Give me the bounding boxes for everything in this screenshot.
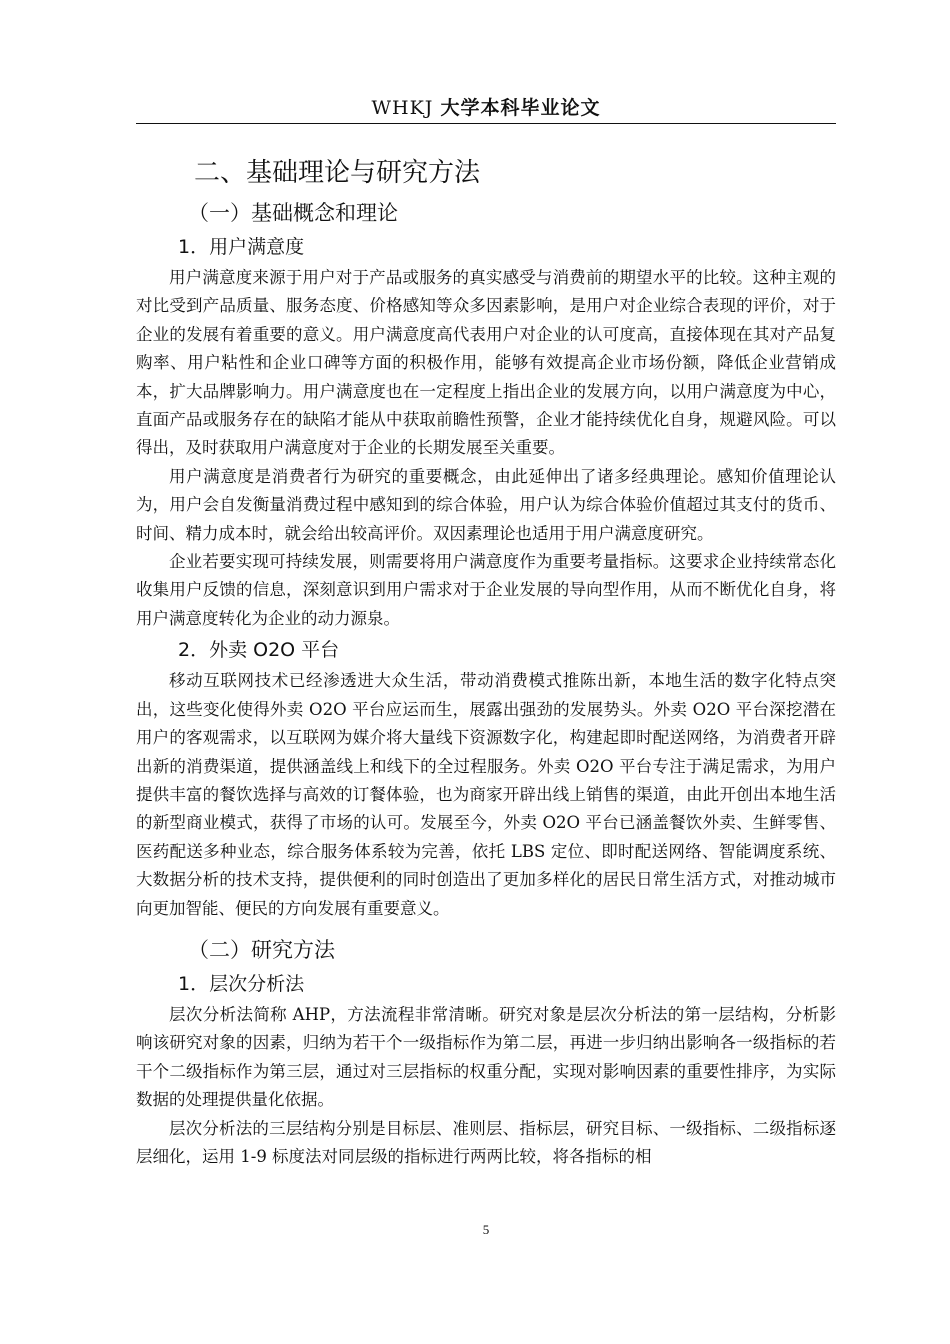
main-content bbox=[136, 150, 836, 1171]
paragraph: 层次分析法简称 AHP，方法流程非常清晰。研究对象是层次分析法的第一层结构，分析影响该研究对象的因素，归纳为若干个一级指标作为第二层，再进一步归纳出影响各一级指标的若干个二级指标作为第三层，通过对三层指标的权重分配，实现对影响因素的重要性排序，为实际数据的处理提供量化依据。 bbox=[136, 1004, 836, 1110]
header-divider bbox=[136, 123, 836, 124]
subsection-title-o2o-platform: 2．外卖 O2O 平台 bbox=[178, 639, 340, 662]
page-number: 5 bbox=[482, 1222, 490, 1237]
header-school-code: WHKJ bbox=[371, 97, 434, 119]
paragraph: 用户满意度来源于用户对于产品或服务的真实感受与消费前的期望水平的比较。这种主观的对比受到产品质量、服务态度、价格感知等众多因素影响，是用户对企业综合表现的评价，对于企业的发展有着重要的意义。用户满意度高代表用户对企业的认可度高，直接体现在其对产品复购率、用户粘性和企业口碑等方面的积极作用，能够有效提高企业市场份额，降低企业营销成本，扩大品牌影响力。用户满意度也在一定程度上指出企业的发展方向，以用户满意度为中心，直面产品或服务存在的缺陷才能从中获取前瞻性预警，企业才能持续优化自身，规避风险。可以得出，及时获取用户满意度对于企业的长期发展至关重要。 bbox=[136, 268, 836, 458]
subsection-title-ahp: 1．层次分析法 bbox=[178, 972, 305, 995]
section-title-methods: （二）研究方法 bbox=[188, 937, 335, 962]
running-header bbox=[136, 94, 836, 122]
paragraph: 层次分析法的三层结构分别是目标层、准则层、指标层，研究目标、一级指标、二级指标逐层细化，运用 1-9 标度法对同层级的指标进行两两比较，将各指标的相 bbox=[136, 1118, 836, 1166]
subsection-title-user-satisfaction: 1．用户满意度 bbox=[178, 236, 305, 258]
paragraph: 用户满意度是消费者行为研究的重要概念，由此延伸出了诸多经典理论。感知价值理论认为，用户会自发衡量消费过程中感知到的综合体验，用户认为综合体验价值超过其支付的货币、时间、精力成本时，就会给出较高评价。双因素理论也适用于用户满意度研究。 bbox=[136, 466, 836, 543]
section-title-concepts: （一）基础概念和理论 bbox=[188, 201, 398, 225]
chapter-title: 二、基础理论与研究方法 bbox=[194, 158, 481, 188]
paragraph: 移动互联网技术已经渗透进大众生活，带动消费模式推陈出新，本地生活的数字化特点突出，这些变化使得外卖 O2O 平台应运而生，展露出强劲的发展势头。外卖 O2O 平台深挖潜在用户的客观需求，以互联网为媒介将大量线下资源数字化，构建起即时配送网络，为消费者开辟出新的消费渠道，提供涵盖线上和线下的全过程服务。外卖 O2O 平台专注于满足需求，为用户提供丰富的餐饮选择与高效的订餐体验，也为商家开辟出线上销售的渠道，由此开创出本地生活的新型商业模式，获得了市场的认可。发展至今，外卖 O2O 平台已涵盖餐饮外卖、生鲜零售、医药配送多种业态，综合服务体系较为完善，依托 LBS 定位、即时配送网络、智能调度系统、大数据分析的技术支持，提供便利的同时创造出了更加多样化的居民日常生活方式，对推动城市向更加智能、便民的方向发展有重要意义。 bbox=[136, 671, 836, 918]
paragraph: 企业若要实现可持续发展，则需要将用户满意度作为重要考量指标。这要求企业持续常态化收集用户反馈的信息，深刻意识到用户需求对于企业发展的导向型作用，从而不断优化自身，将用户满意度转化为企业的动力源泉。 bbox=[136, 552, 836, 628]
header-thesis-label: 大学本科毕业论文 bbox=[440, 97, 601, 119]
